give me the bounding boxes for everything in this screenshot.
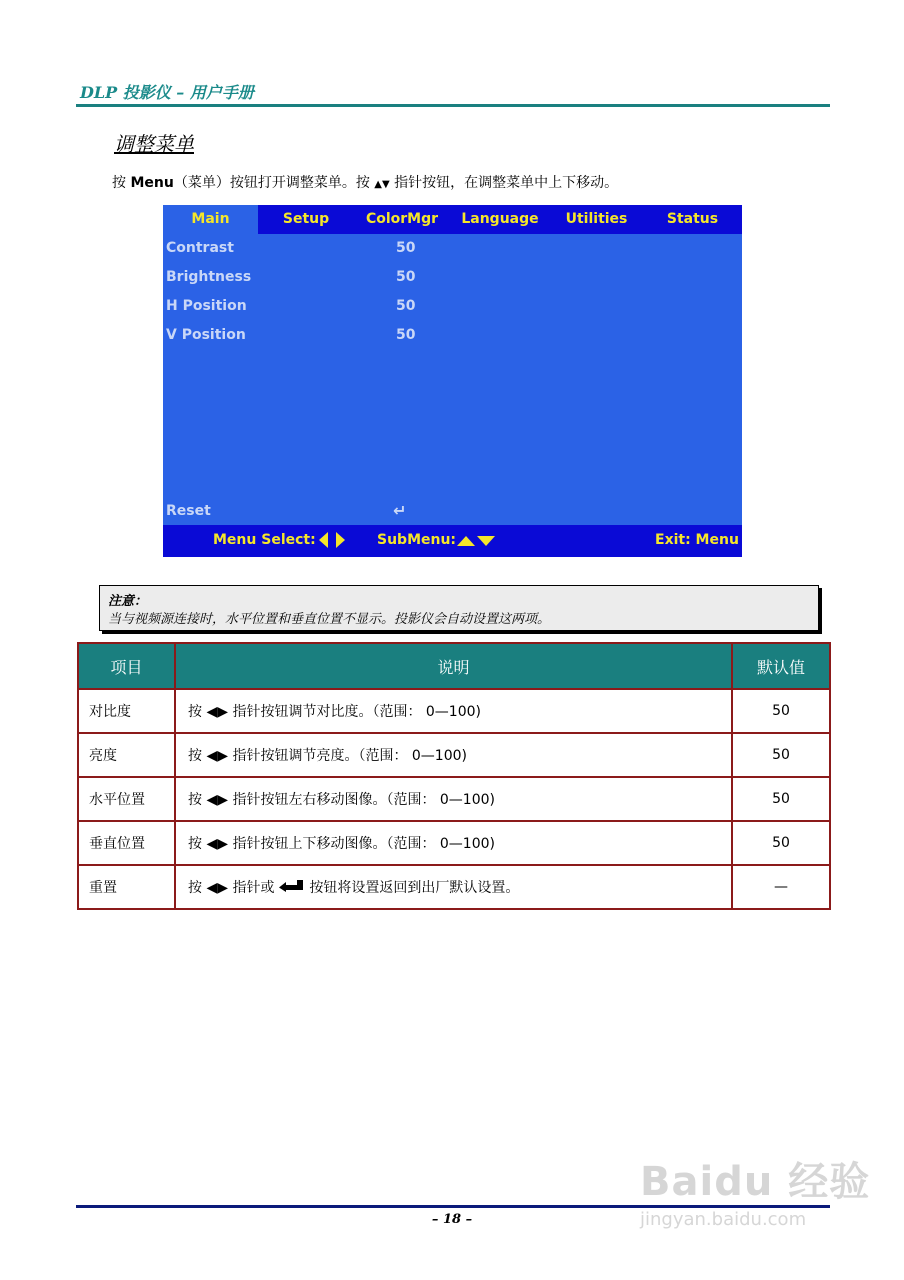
- table-header-row: [78, 643, 830, 689]
- osd-item-v-position[interactable]: V Position: [166, 327, 246, 343]
- enter-icon: ↵: [393, 501, 407, 520]
- table-row: [78, 733, 830, 777]
- settings-table: [77, 642, 831, 910]
- left-right-arrows-icon: [317, 529, 347, 555]
- table-row: [78, 821, 830, 865]
- osd-tab-setup[interactable]: Setup: [282, 211, 330, 227]
- cell-desc-text-2: 按钮将设置返回到出厂默认设置。: [309, 880, 520, 896]
- up-down-arrows-icon: [457, 535, 497, 551]
- table-row: [78, 689, 830, 733]
- menu-key-label: Menu: [130, 175, 174, 191]
- header-title: DLP 投影仪 – 用户手册: [80, 83, 254, 102]
- cell-desc-text: 指针按钮调节亮度。（范围： 0—100): [232, 748, 467, 764]
- cell-default: 50: [732, 733, 830, 777]
- osd-value-contrast: 50: [396, 240, 416, 256]
- press-label: 按: [188, 704, 202, 720]
- osd-tab-language[interactable]: Language: [461, 211, 539, 227]
- watermark-logo: Baidu 经验: [640, 1159, 871, 1205]
- footer-divider: [76, 1205, 830, 1208]
- cell-desc-text: 指针按钮上下移动图像。（范围： 0—100): [232, 836, 495, 852]
- cell-default: —: [732, 865, 830, 909]
- intro-paragraph: [112, 172, 618, 192]
- osd-footer-menu-select: Menu Select:: [213, 532, 316, 548]
- col-header-default: 默认值: [732, 643, 830, 689]
- table-row: [78, 865, 830, 909]
- enter-key-icon: [279, 880, 305, 896]
- cell-description: [175, 777, 732, 821]
- intro-rest: 指针按钮，在调整菜单中上下移动。: [389, 175, 619, 191]
- cell-description: [175, 821, 732, 865]
- cell-default: 50: [732, 821, 830, 865]
- osd-tab-colormgr[interactable]: ColorMgr: [365, 211, 439, 227]
- cell-description: [175, 865, 732, 909]
- page-number: – 18 –: [431, 1212, 473, 1227]
- left-right-arrows-icon: ◀▶: [206, 880, 228, 896]
- cell-description: [175, 689, 732, 733]
- osd-value-brightness: 50: [396, 269, 416, 285]
- osd-footer: [163, 525, 742, 557]
- osd-value-v-position: 50: [396, 327, 416, 343]
- col-header-item: 项目: [78, 643, 175, 689]
- osd-item-h-position[interactable]: H Position: [166, 298, 247, 314]
- cell-desc-text: 指针按钮左右移动图像。（范围： 0—100): [232, 792, 495, 808]
- osd-tab-utilities[interactable]: Utilities: [565, 211, 628, 227]
- osd-footer-exit: Exit: Menu: [655, 532, 739, 548]
- left-right-arrows-icon: ◀▶: [206, 792, 228, 808]
- cell-item: 亮度: [78, 733, 175, 777]
- cell-item: 对比度: [78, 689, 175, 733]
- col-header-description: 说明: [175, 643, 732, 689]
- up-down-arrows-icon: ▲▼: [374, 179, 390, 190]
- cell-default: 50: [732, 689, 830, 733]
- press-label: 按: [188, 880, 202, 896]
- osd-item-brightness[interactable]: Brightness: [166, 269, 252, 285]
- press-label: 按: [188, 792, 202, 808]
- cell-default: 50: [732, 777, 830, 821]
- press-label: 按: [188, 748, 202, 764]
- section-title: 调整菜单: [114, 132, 194, 156]
- osd-menu: [163, 205, 742, 557]
- osd-tab-status[interactable]: Status: [666, 211, 719, 227]
- osd-footer-submenu: SubMenu:: [377, 532, 457, 548]
- cell-description: [175, 733, 732, 777]
- watermark-url: jingyan.baidu.com: [640, 1209, 807, 1230]
- table-row: [78, 777, 830, 821]
- left-right-arrows-icon: ◀▶: [206, 704, 228, 720]
- cell-desc-text: 指针按钮调节对比度。（范围： 0—100): [232, 704, 481, 720]
- osd-value-h-position: 50: [396, 298, 416, 314]
- osd-tab-bar: [163, 205, 742, 234]
- left-right-arrows-icon: ◀▶: [206, 836, 228, 852]
- cell-desc-text: 指针或: [232, 880, 275, 896]
- osd-item-reset[interactable]: Reset: [166, 503, 211, 519]
- left-right-arrows-icon: ◀▶: [206, 748, 228, 764]
- cell-item: 水平位置: [78, 777, 175, 821]
- intro-after-menu: （菜单）按钮打开调整菜单。按: [173, 175, 375, 191]
- cell-item: 重置: [78, 865, 175, 909]
- note-title: 注意：: [108, 594, 148, 609]
- osd-item-contrast[interactable]: Contrast: [166, 240, 234, 256]
- header-divider: [76, 104, 830, 107]
- osd-tab-main[interactable]: Main: [163, 205, 258, 234]
- intro-before: 按: [112, 175, 131, 191]
- cell-item: 垂直位置: [78, 821, 175, 865]
- note-text: 当与视频源连接时，水平位置和垂直位置不显示。投影仪会自动设置这两项。: [108, 612, 551, 627]
- press-label: 按: [188, 836, 202, 852]
- note-box: [99, 585, 819, 631]
